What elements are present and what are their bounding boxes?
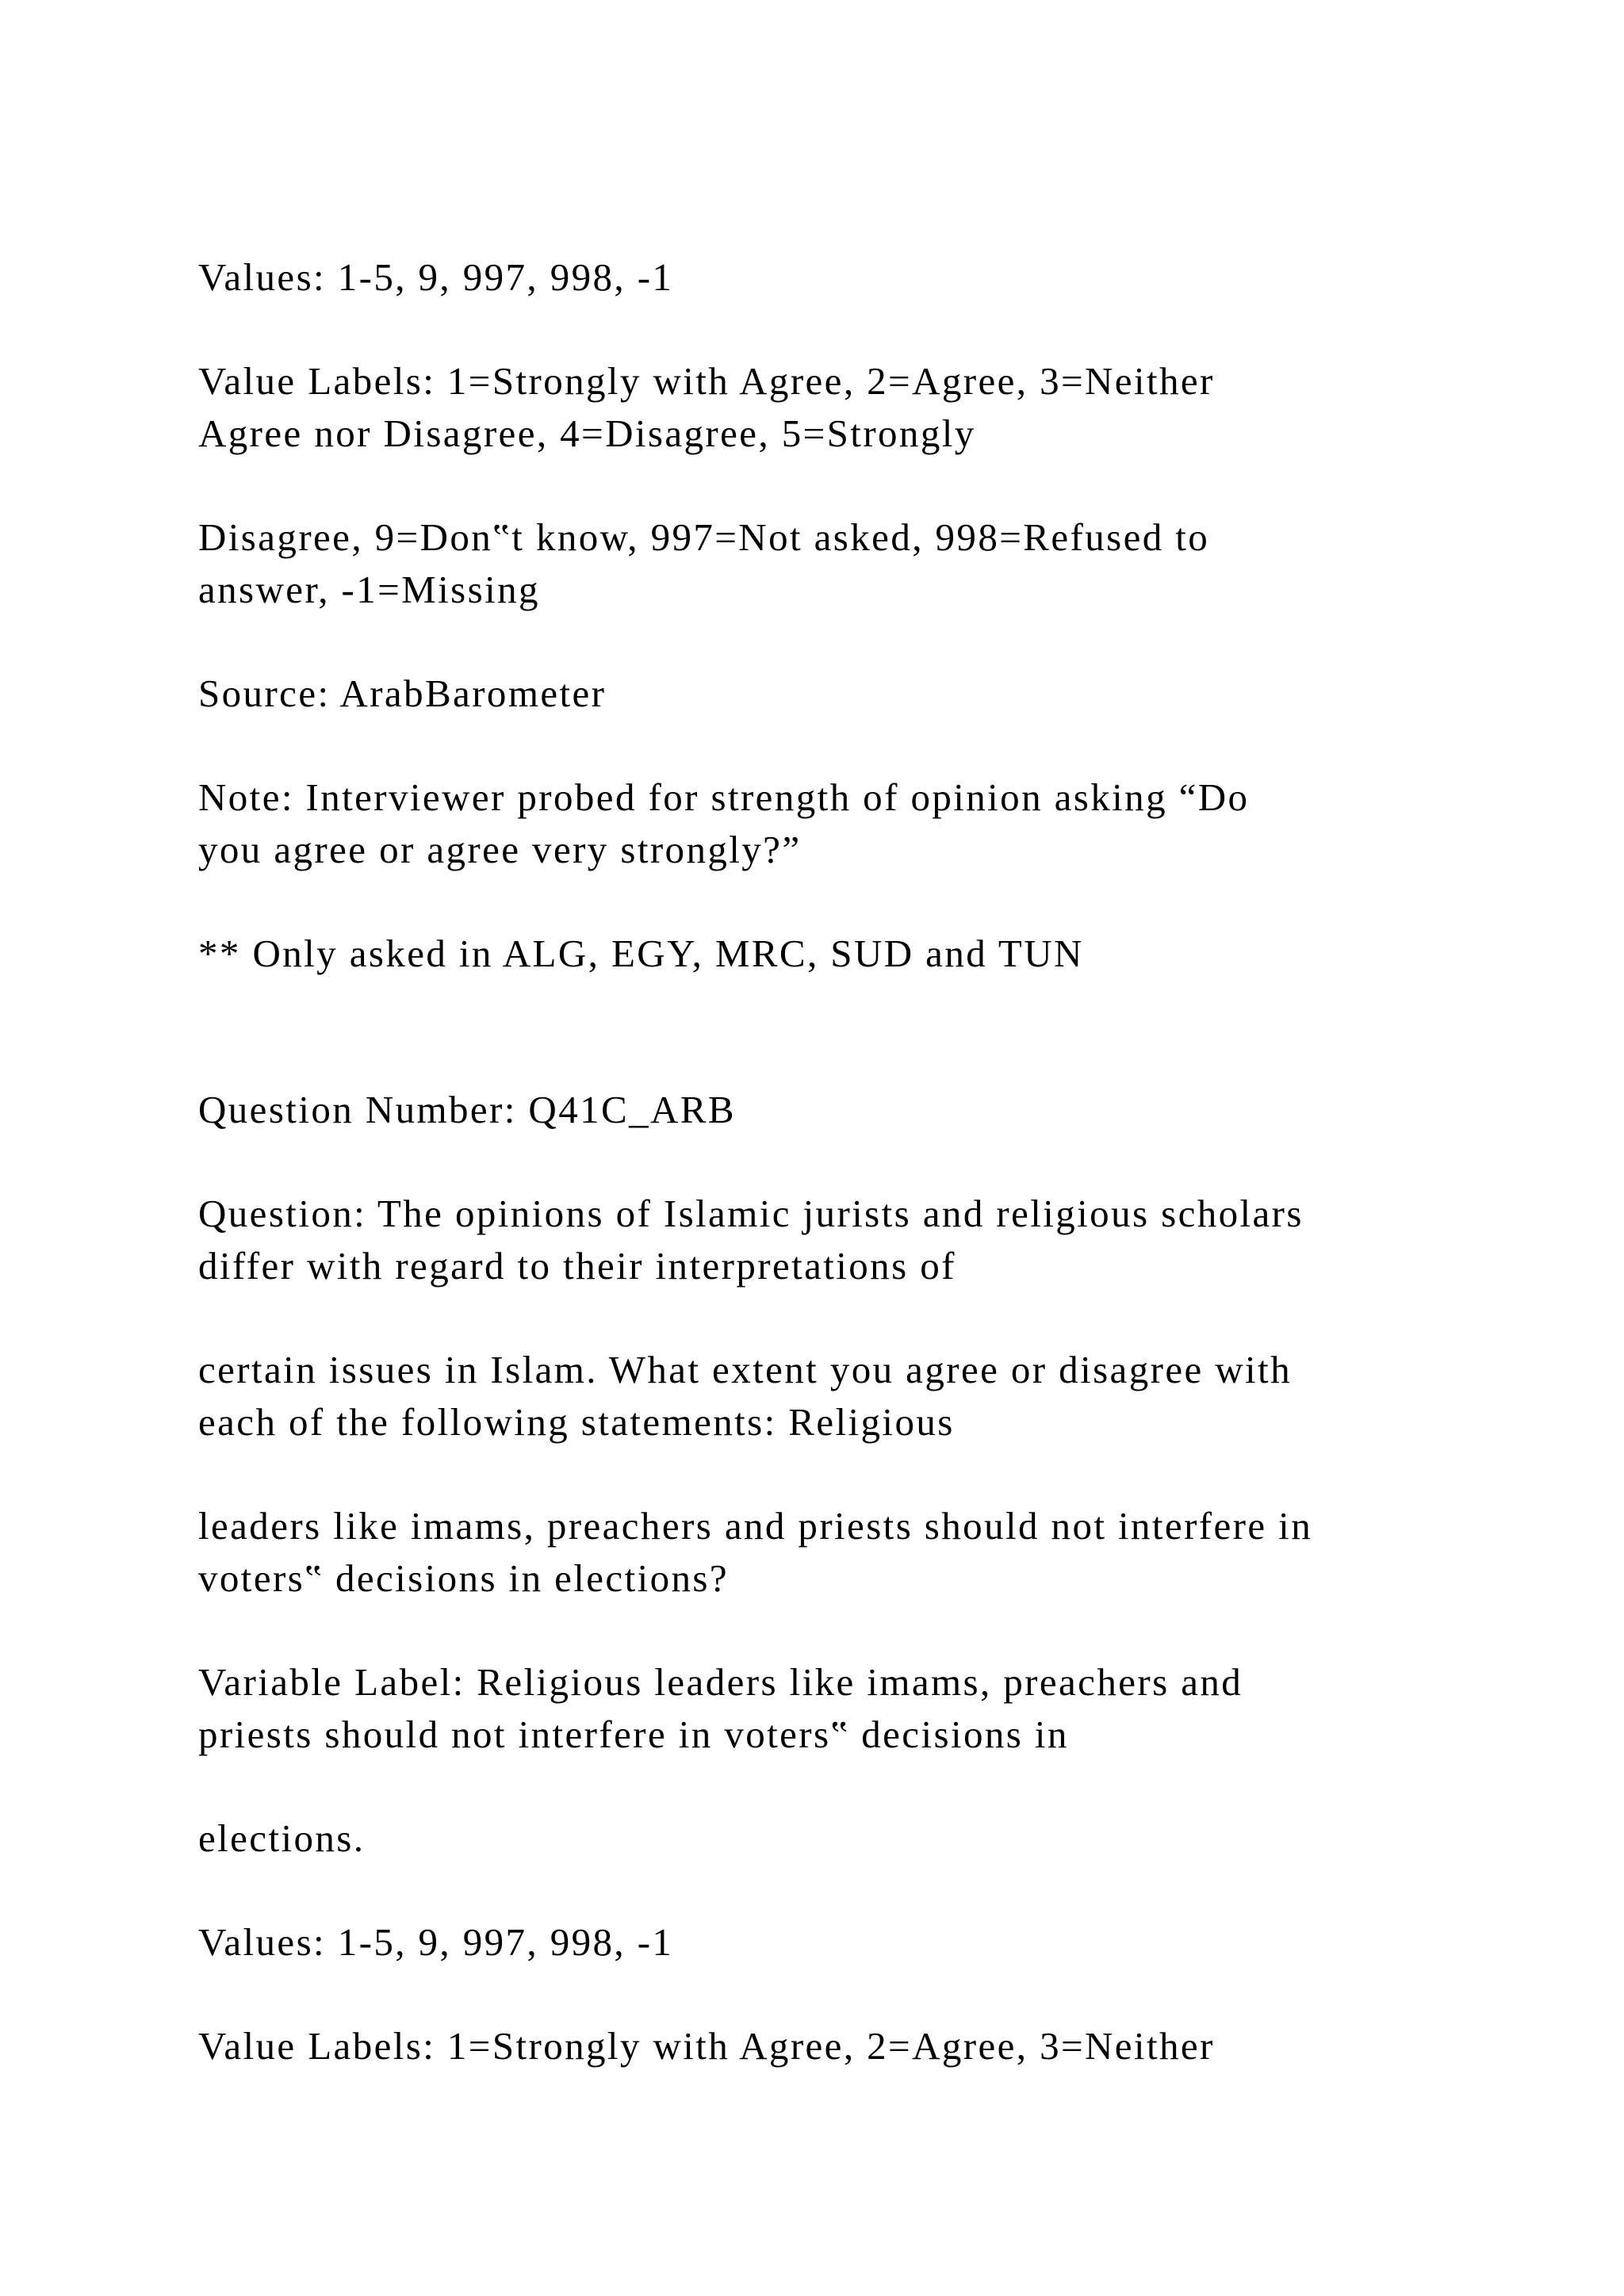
values-line-2: Values: 1-5, 9, 997, 998, -1 — [198, 1920, 674, 1964]
source-line: Source: ArabBarometer — [198, 672, 607, 715]
value-labels-paragraph: Value Labels: 1=Strongly with Agree, 2=Agree, 3=Neither Agree nor Disagree, 4=Disagree, 5=Strongly — [198, 359, 1215, 455]
question-continuation-1: certain issues in Islam. What extent you agree or disagree with each of the following statements: Religious — [198, 1348, 1292, 1444]
countries-note: ** Only asked in ALG, EGY, MRC, SUD and TUN — [198, 932, 1084, 975]
variable-label-paragraph: Variable Label: Religious leaders like imams, preachers and priests should not interfere in voters‟ decisions in — [198, 1660, 1243, 1756]
question-continuation-2: leaders like imams, preachers and priests should not interfere in voters‟ decisions in elections? — [198, 1504, 1313, 1600]
variable-label-continuation: elections. — [198, 1816, 366, 1860]
question-number-line: Question Number: Q41C_ARB — [198, 1088, 736, 1131]
question-paragraph: Question: The opinions of Islamic jurists and religious scholars differ with regard to their interpretations of — [198, 1192, 1304, 1288]
value-labels-continuation: Disagree, 9=Don‟t know, 997=Not asked, 998=Refused to answer, -1=Missing — [198, 515, 1210, 611]
note-paragraph: Note: Interviewer probed for strength of opinion asking “Do you agree or agree very strongly?” — [198, 775, 1250, 871]
value-labels-line-2: Value Labels: 1=Strongly with Agree, 2=Agree, 3=Neither — [198, 2024, 1215, 2068]
values-line: Values: 1-5, 9, 997, 998, -1 — [198, 255, 674, 299]
